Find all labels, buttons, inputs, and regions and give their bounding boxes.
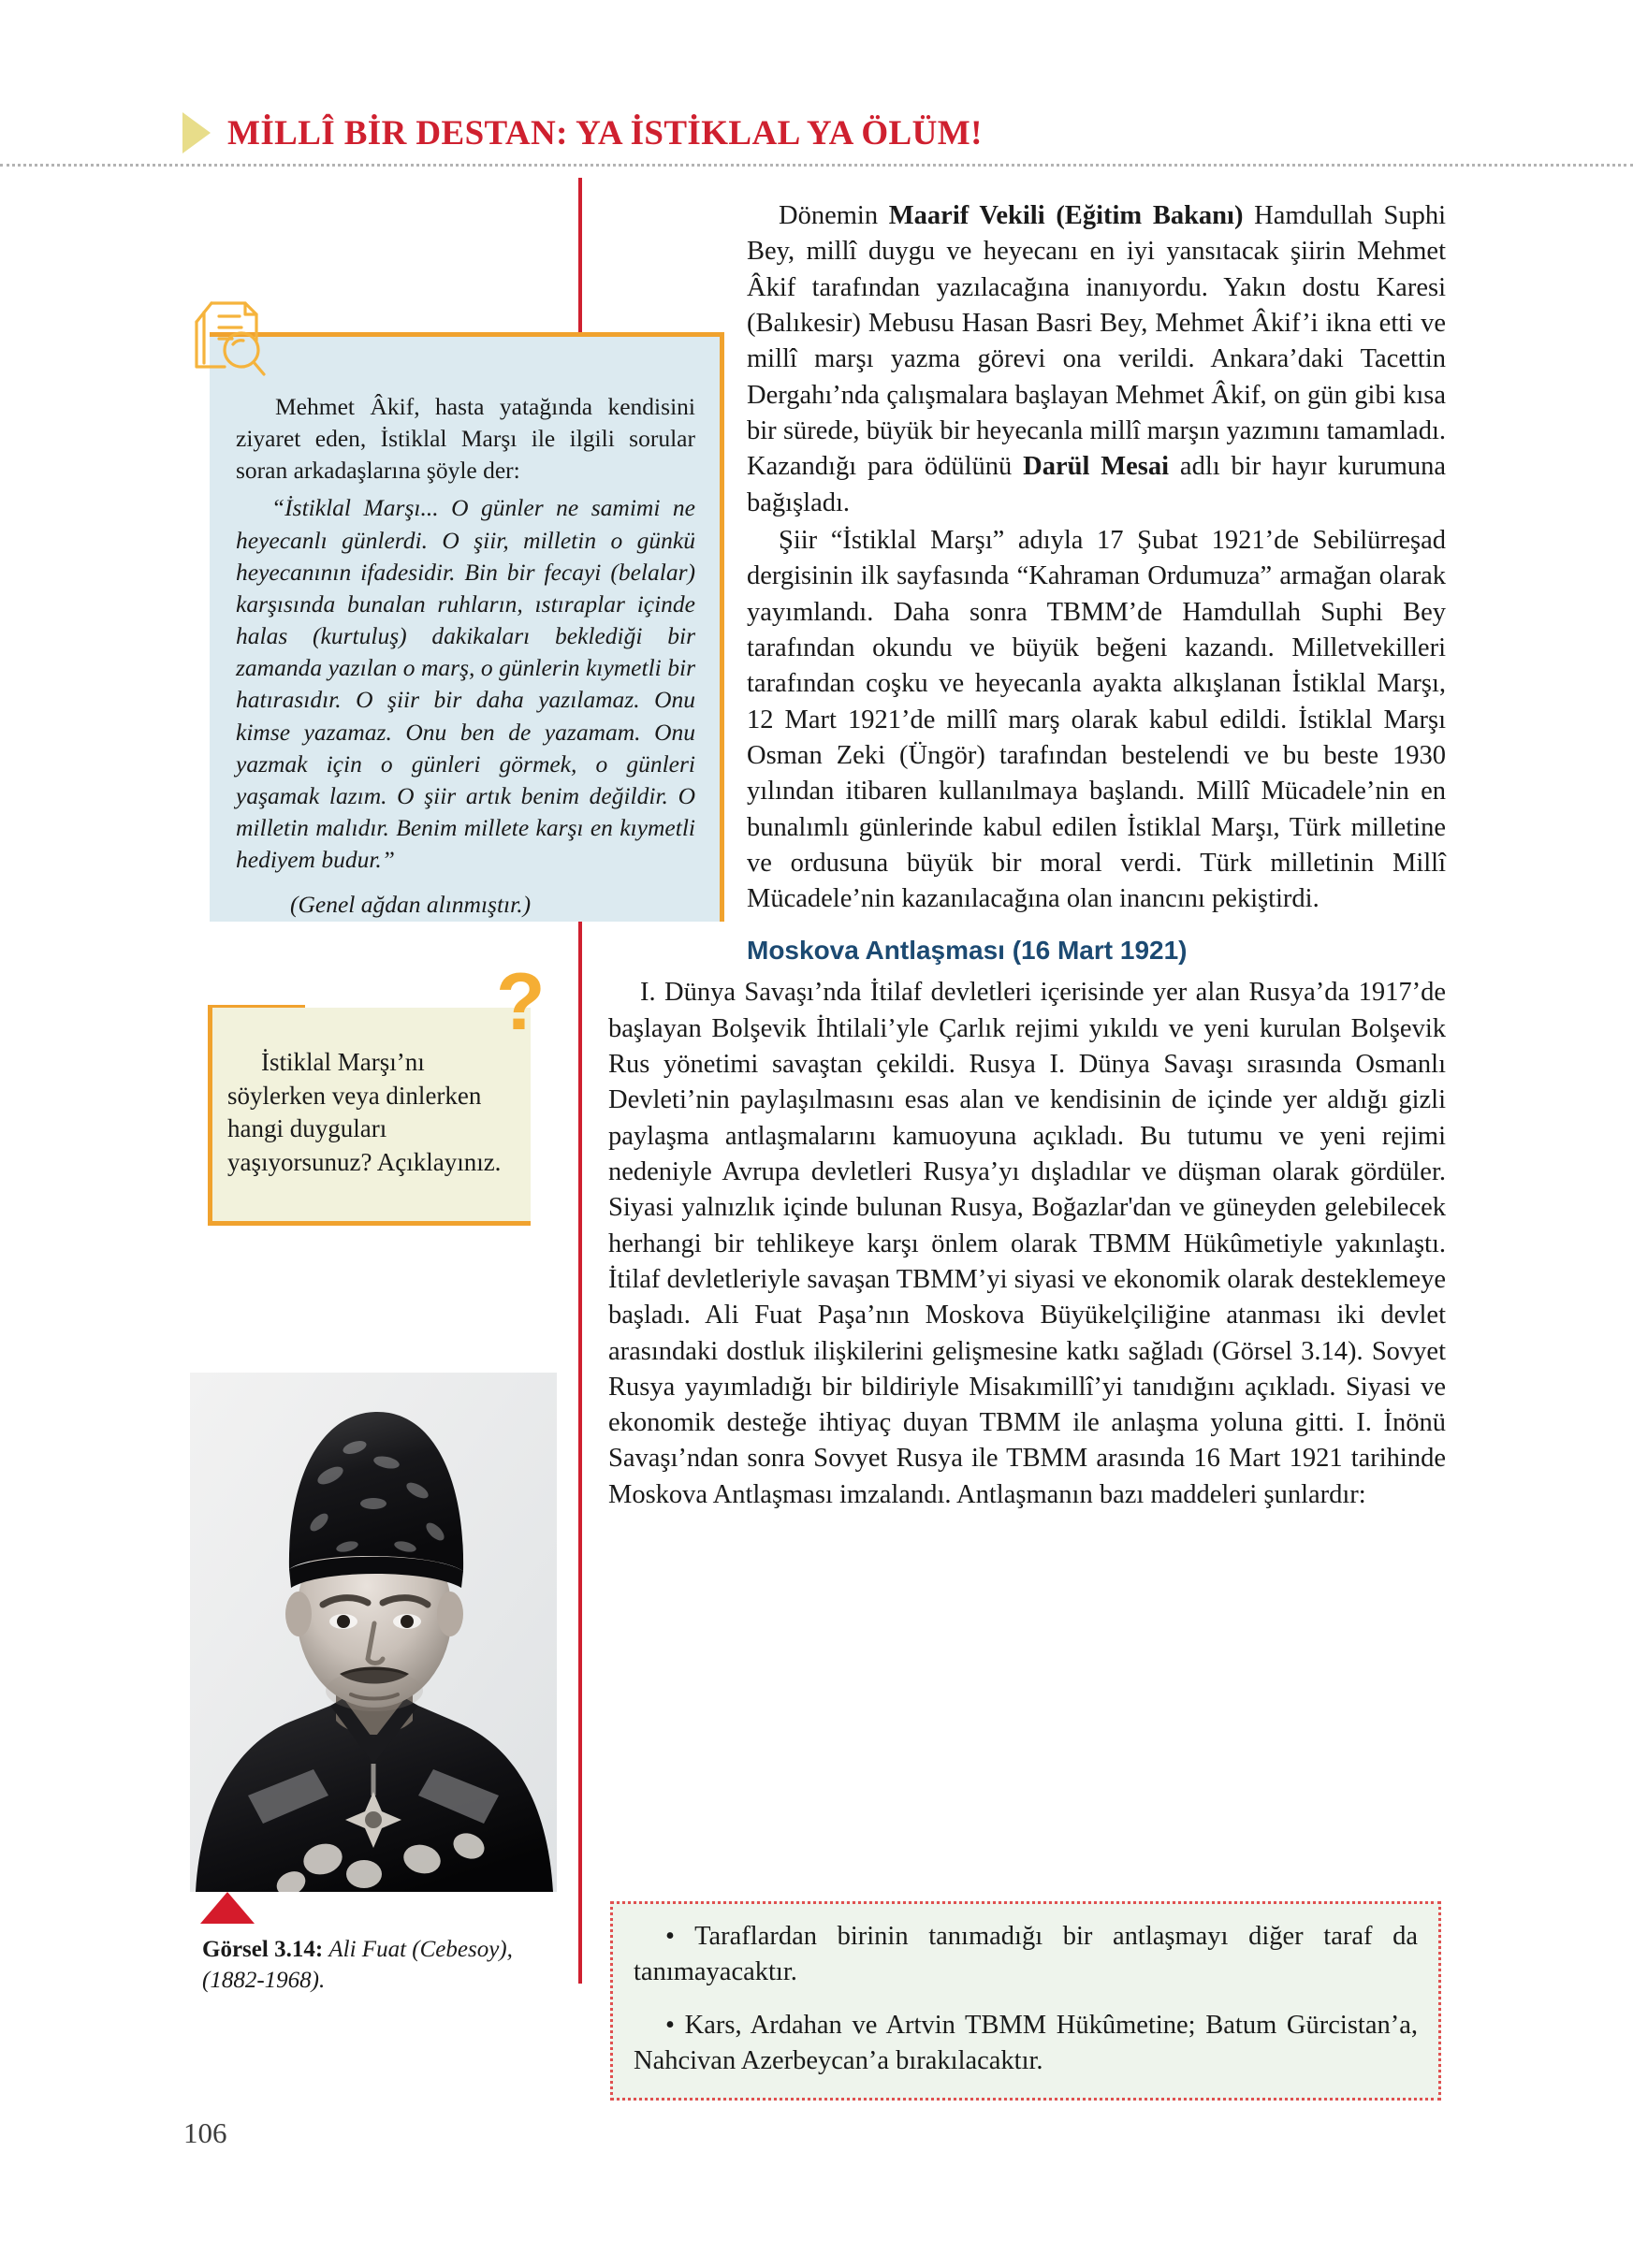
- paragraph-3: I. Dünya Savaşı’nda İtilaf devletleri içerisinde yer alan Rusya’da 1917’de başlayan Bolşevik İhtilali’yle Çarlık rejimi yıkıldı ve yeni kurulan Bolşevik Rus yönetimi savaştan çekildi. Rusya I. Dünya Savaşı sırasında Osmanlı Devleti’nin paylaşılmasını esas alan ve kendisinin de içinde yer aldığı gizli paylaşma antlaşmalarını kamuoyuna açıkladı. Bu tutumu ve yeni rejimi nedeniyle Avrupa devletleri Rusya’yı dışladılar ve düşman olarak gördüler. Siyasi yalnızlık içinde bulunan Rusya, Boğazlar'dan ve güneyden gelebilecek herhangi bir tehlikeye karşı önlem olarak TBMM Hükûmetiyle yakınlaştı. İtilaf devletleriyle savaşan TBMM’yi siyasi ve ekonomik olarak desteklemeye başladı. Ali Fuat Paşa’nın Moskova Büyükelçiliğine atanması iki devlet arasındaki dostluk ilişkilerini gelişmesine katkı sağladı (Görsel 3.14). Sovyet Rusya yayımladığı bir bildiriyle Misakımillî’yi tanıdığını açıkladı. Siyasi ve ekonomik desteğe ihtiyaç duyan TBMM ile anlaşma yoluna gitti. I. İnönü Savaşı’ndan sonra Sovyet Rusya ile TBMM arasında 16 Mart 1921 tarihinde Moskova Antlaşması imzalandı. Antlaşmanın bazı maddeleri şunlardır:: [608, 978, 1446, 1509]
- document-search-icon: [187, 292, 281, 385]
- p1-after-bold: Hamdullah Suphi Bey, millî duygu ve heyecanı en iyi yansıtacak şiirin Mehmet Âkif tarafından yazılacağına inanıyordu. Yakın dostu Karesi (Balıkesir) Mebusu Hasan Basri Bey, Mehmet Âkif’i ikna etti ve millî marşı yazma görevi ona verildi. Ankara’daki Tacettin Dergahı’nda çalışmalara başlayan Mehmet Âkif, on gün gibi kısa bir sürede, büyük bir heyecanla millî marşın yazımını tamamladı. Kazandığı para ödülünü: [747, 201, 1446, 482]
- figure-caption-label: Görsel 3.14:: [202, 1937, 324, 1962]
- question-mark-icon: ?: [496, 957, 546, 1047]
- treaty-article-1: • Taraflardan birinin tanımadığı bir antlaşmayı diğer taraf da tanımayacaktır.: [634, 1922, 1418, 1987]
- main-text-column: [608, 198, 1446, 1515]
- question-box-text: İstiklal Marşı’nı söylerken veya dinlerken hangi duyguları yaşıyorsunuz? Açıklayınız.: [227, 1048, 502, 1176]
- info-box-source: (Genel ağdan alınmıştır.): [290, 891, 532, 919]
- figure-caption-text: Ali Fuat (Cebesoy), (1882-1968).: [202, 1937, 513, 1993]
- p1-bold-term: Maarif Vekili (Eğitim Bakanı): [888, 201, 1244, 230]
- p1-before-bold: Dönemin: [779, 201, 889, 230]
- p1-bold-term-2: Darül Mesai: [1023, 452, 1170, 482]
- triangle-right-icon: [182, 112, 211, 153]
- figure-image: [190, 1373, 557, 1892]
- page-title: MİLLÎ BİR DESTAN: YA İSTİKLAL YA ÖLÜM!: [227, 113, 983, 153]
- triangle-up-icon: [200, 1892, 255, 1924]
- info-box-lead: Mehmet Âkif, hasta yatağında kendisini ziyaret eden, İstiklal Marşı ile ilgili sorular soran arkadaşlarına şöyle der:: [236, 393, 695, 485]
- paragraph-2: Şiir “İstiklal Marşı” adıyla 17 Şubat 1921’de Sebilürreşad dergisinin ilk sayfasında “Kahraman Ordumuza” armağan olarak yayımlandı. Daha sonra TBMM’de Hamdullah Suphi Bey tarafından okundu ve büyük beğeni kazandı. Milletvekilleri tarafından coşku ve heyecanla ayakta alkışlanan İstiklal Marşı, 12 Mart 1921’de millî marş olarak kabul edildi. İstiklal Marşı Osman Zeki (Üngör) tarafından bestelendi ve bu beste 1930 yılından itibaren kullanılmaya başlandı. Millî Mücadele’nin en bunalımlı günlerinde kabul edilen İstiklal Marşı, Türk milletine ve ordusuna büyük bir moral verdi. Türk milletinin Millî Mücadele’nin kazanılacağına olan inancını pekiştirdi.: [747, 525, 1446, 914]
- text-wrap-spacer: [608, 198, 747, 938]
- section-heading-moskova: Moskova Antlaşması (16 Mart 1921): [747, 935, 1188, 965]
- header-divider: [0, 164, 1633, 169]
- page-header: [182, 105, 1493, 161]
- page-number: 106: [183, 2116, 227, 2149]
- treaty-articles-box: [610, 1901, 1441, 2101]
- info-box-quote: “İstiklal Marşı... O günler ne samimi ne heyecanlı günlerdi. O şiir, milletin o günkü heyecanının ifadesidir. Bin bir fecayi (belalar) karşısında bunalan ruhların, ıstıraplar içinde halas (kurtuluş) dakikaları beklediği bir zamanda yazılan o marş, o günlerin kıymetli bir hatırasıdır. O şiir bir daha yazılamaz. Onu kimse yazamaz. Onu ben de yazamam. Onu yazmak için o günleri görmek, o günleri yaşamak lazım. O şiir artık benim değildir. O milletin malıdır. Benim millete karşı en kıymetli hediyem budur.”: [236, 494, 695, 874]
- figure-caption: [202, 1935, 567, 1996]
- p1-tail: adlı bir hayır kurumuna bağışladı.: [747, 452, 1447, 517]
- treaty-article-2: • Kars, Ardahan ve Artvin TBMM Hükûmetine; Batum Gürcistan’a, Nahcivan Azerbeycan’a bırakılacaktır.: [634, 2010, 1418, 2075]
